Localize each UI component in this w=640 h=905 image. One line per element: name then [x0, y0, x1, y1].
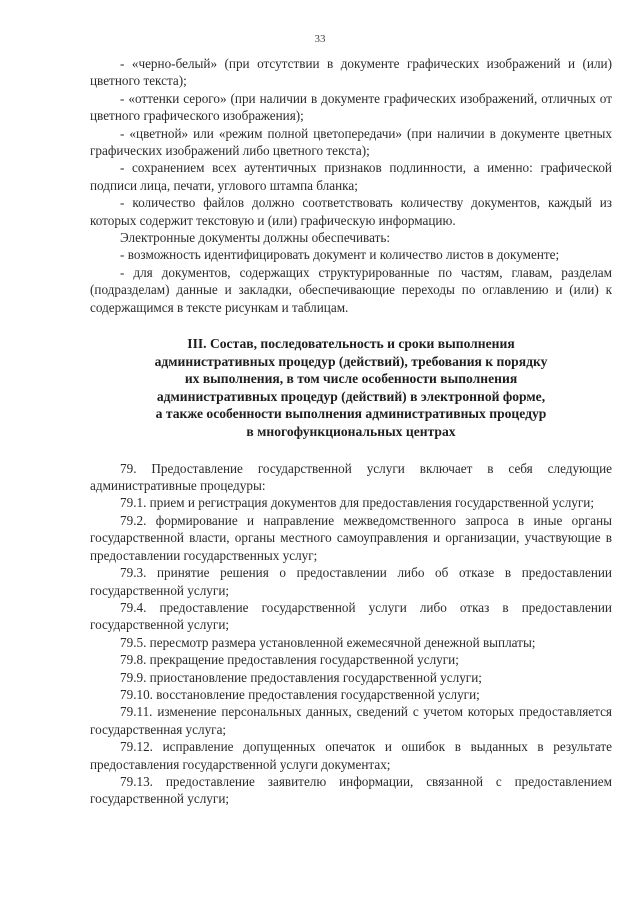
heading-line: III. Состав, последовательность и сроки выполнения	[187, 336, 515, 352]
paragraph: - «черно-белый» (при отсутствии в документе графических изображений и (или) цветного текста);	[90, 56, 612, 89]
paragraph: - для документов, содержащих структурированные по частям, главам, разделам (подразделам) данные и закладки, обеспечивающие переходы по оглавлению и (или) к содержащимся в тексте рисункам и таблицам.	[90, 264, 612, 315]
paragraph: - количество файлов должно соответствовать количеству документов, каждый из которых содержит текстовую и (или) графическую информацию.	[90, 195, 612, 228]
paragraph: 79.10. восстановление предоставления государственной услуги;	[120, 686, 480, 702]
bottom-paragraphs	[90, 460, 612, 808]
section-heading	[90, 335, 612, 441]
paragraph: 79.11. изменение персональных данных, сведений с учетом которых предоставляется государственная услуга;	[90, 704, 612, 737]
paragraph: 79.1. прием и регистрация документов для предоставления государственной услуги;	[120, 495, 594, 511]
paragraph: 79.3. принятие решения о предоставлении либо об отказе в предоставлении государственной услуги;	[90, 565, 612, 598]
heading-line: в многофункциональных центрах	[246, 424, 456, 440]
paragraph: 79.12. исправление допущенных опечаток и ошибок в выданных в результате предоставления государственной услуги документах;	[90, 739, 612, 772]
paragraph: - «цветной» или «режим полной цветопередачи» (при наличии в документе цветных графических изображений либо цветного текста);	[90, 125, 612, 159]
paragraph: 79.2. формирование и направление межведомственного запроса в иные органы государственной власти, органы местного самоуправления и организации, участвующие в предоставлении государственных услуг;	[90, 512, 612, 563]
paragraph: - «оттенки серого» (при наличии в документе графических изображений, отличных от цветного графического изображения);	[90, 90, 612, 124]
paragraph: 79.9. приостановление предоставления государственной услуги;	[120, 669, 482, 685]
top-paragraphs	[90, 55, 612, 316]
heading-line: а также особенности выполнения административных процедур	[155, 406, 547, 422]
page-number: 33	[314, 33, 326, 45]
paragraph: 79.8. прекращение предоставления государственной услуги;	[120, 652, 459, 668]
paragraph: - возможность идентифицировать документ и количество листов в документе;	[120, 247, 560, 263]
heading-line: административных процедур (действий) в электронной форме,	[156, 388, 546, 404]
paragraph: 79.13. предоставление заявителю информации, связанной с предоставлением государственной услуги;	[90, 773, 612, 807]
paragraph: 79.4. предоставление государственной услуги либо отказ в предоставлении государственной услуги;	[90, 599, 612, 633]
paragraph: - сохранением всех аутентичных признаков подлинности, а именно: графической подписи лица, печати, углового штампа бланка;	[90, 160, 612, 193]
paragraph: 79. Предоставление государственной услуги включает в себя следующие административные процедуры:	[90, 460, 612, 494]
paragraph: 79.5. пересмотр размера установленной ежемесячной денежной выплаты;	[120, 634, 536, 650]
heading-line: административных процедур (действий), требования к порядку	[154, 353, 548, 369]
document-body	[90, 55, 612, 808]
heading-line: их выполнения, в том числе особенности выполнения	[184, 371, 518, 387]
paragraph: Электронные документы должны обеспечивать:	[120, 230, 391, 246]
